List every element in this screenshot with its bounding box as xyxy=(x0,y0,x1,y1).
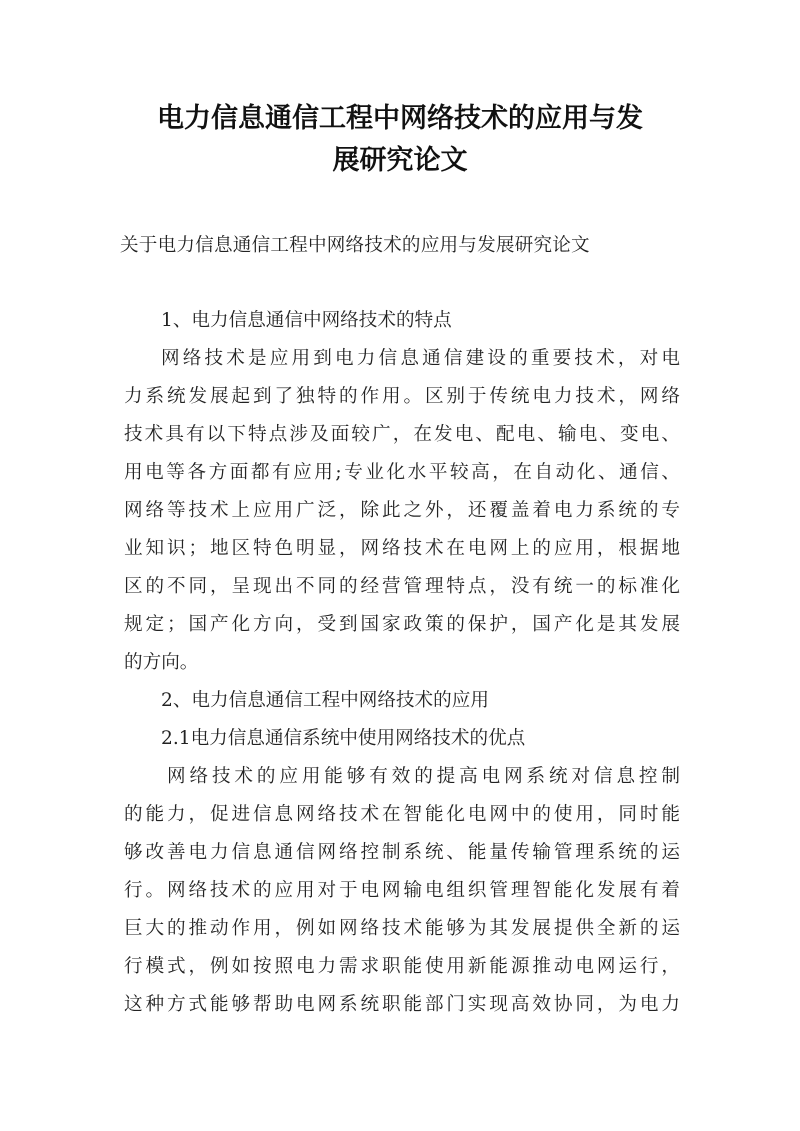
paragraph-line: 网络技术是应用到电力信息通信建设的重要技术，对电 xyxy=(161,348,680,369)
paragraph-line: 技术具有以下特点涉及面较广，在发电、配电、输电、变电、 xyxy=(124,424,680,445)
paragraph-line: 网络技术的应用能够有效的提高电网系统对信息控制 xyxy=(167,766,680,787)
paragraph-line: 的方向。 xyxy=(124,652,199,673)
paragraph-line: 业知识；地区特色明显，网络技术在电网上的应用，根据地 xyxy=(124,538,680,559)
paragraph-line: 行。网络技术的应用对于电网输电组织管理智能化发展有着 xyxy=(124,880,680,901)
paragraph-line: 这种方式能够帮助电网系统职能部门实现高效协同，为电力 xyxy=(124,994,680,1015)
section-heading: 2、电力信息通信工程中网络技术的应用 xyxy=(161,690,489,711)
title-line: 电力信息通信工程中网络技术的应用与发 xyxy=(157,103,643,134)
paragraph-line: 力系统发展起到了独特的作用。区别于传统电力技术，网络 xyxy=(124,386,680,407)
paragraph-line: 规定；国产化方向，受到国家政策的保护，国产化是其发展 xyxy=(124,614,680,635)
subsection-heading: 2.1电力信息通信系统中使用网络技术的优点 xyxy=(161,728,526,749)
title-line: 展研究论文 xyxy=(332,145,468,176)
paragraph-line: 巨大的推动作用，例如网络技术能够为其发展提供全新的运 xyxy=(124,918,680,939)
paragraph-line: 区的不同，呈现出不同的经营管理特点，没有统一的标准化 xyxy=(124,576,680,597)
document-title xyxy=(120,98,680,182)
document-subtitle: 关于电力信息通信工程中网络技术的应用与发展研究论文 xyxy=(120,235,590,256)
paragraph-line: 够改善电力信息通信网络控制系统、能量传输管理系统的运 xyxy=(124,842,680,863)
paragraph-line: 用电等各方面都有应用;专业化水平较高，在自动化、通信、 xyxy=(124,462,680,483)
paragraph-line: 网络等技术上应用广泛，除此之外，还覆盖着电力系统的专 xyxy=(124,500,680,521)
section-heading: 1、电力信息通信中网络技术的特点 xyxy=(161,310,452,331)
paragraph-line: 行模式，例如按照电力需求职能使用新能源推动电网运行， xyxy=(124,956,680,977)
paragraph-line: 的能力，促进信息网络技术在智能化电网中的使用，同时能 xyxy=(124,804,680,825)
